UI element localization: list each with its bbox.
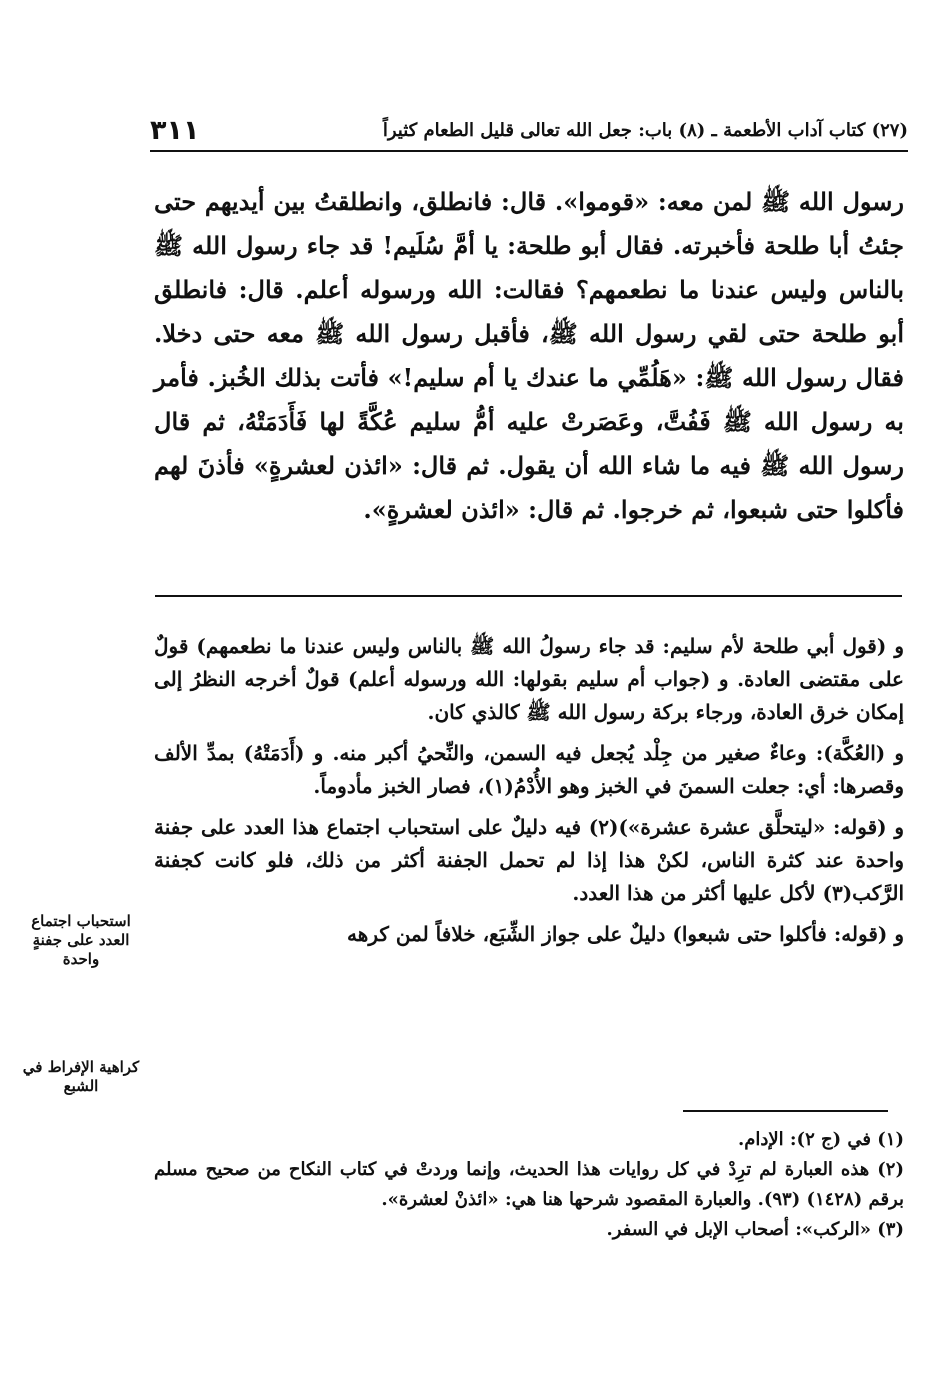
footnote-rule (683, 1110, 888, 1112)
footnote-1: (١) في (ج ٢): الإدام. (737, 1129, 904, 1150)
margin-note-2: كراهية الإفراط في الشبع (22, 1058, 140, 1095)
section-divider (155, 595, 902, 597)
commentary-paragraph-4: و (قوله: فأكلوا حتى شبعوا) دليلٌ على جواز الشِّبَع، خلافاً لمن كرهه (347, 922, 904, 946)
commentary-paragraph-1: و (قول أبي طلحة لأم سليم: قد جاء رسولُ الله ﷺ بالناس وليس عندنا ما نطعمهم) قولٌ على مقتضى العادة. و (جواب أم سليم بقولها: الله ورسوله أعلم) قولٌ أخرجه النظرُ إلى إمكان خرق العادة، ورجاء بركة رسول الله ﷺ كالذي كان. (154, 634, 904, 724)
margin-note-1: استحباب اجتماع العدد على جفنةٍ واحدة (31, 912, 131, 968)
footnote-3: (٣) «الركب»: أصحاب الإبل في السفر. (606, 1219, 904, 1240)
commentary-block (154, 630, 904, 959)
page-header (150, 110, 908, 152)
footnotes-block (154, 1125, 904, 1245)
commentary-paragraph-2: و (العُكَّة): وعاءٌ صغير من جِلْد يُجعل فيه السمن، والنِّحيُ أكبر منه. و (أَدَمَتْهُ) بمدِّ الألف وقصرها: أي: جعلت السمنَ في الخبز وهو الأُدْمُ(١)، فصار الخبز مأدوماً. (154, 741, 904, 798)
footnote-2: (٢) هذه العبارة لم ترِدْ في كل روايات هذا الحديث، وإنما وردتْ في كتاب النكاح من صحيح مسلم برقم (١٤٢٨) (٩٣). والعبارة المقصود شرحها هنا هي: «ائذنْ لعشرة». (154, 1159, 904, 1210)
commentary-paragraph-3: و (قوله: «ليتحلَّق عشرة عشرة»)(٢) فيه دليلٌ على استحباب اجتماع هذا العدد على جفنة واحدة عند كثرة الناس، لكنْ هذا إذا لم تحمل الجفنة أكثر من ذلك، فلو كانت كجفنة الرَّكب(٣) لأكل عليها أكثر من هذا العدد. (154, 815, 904, 905)
main-text-block (154, 180, 904, 532)
page-number: ٣١١ (150, 114, 200, 146)
hadith-text: رسول الله ﷺ لمن معه: «قوموا». قال: فانطلق، وانطلقتُ بين أيديهم حتى جئتُ أبا طلحة فأخبرته. فقال أبو طلحة: يا أمَّ سُلَيم! قد جاء رسول الله ﷺ بالناس وليس عندنا ما نطعمهم؟ فقالت: الله ورسوله أعلم. قال: فانطلق أبو طلحة حتى لقي رسول الله ﷺ، فأقبل رسول الله ﷺ معه حتى دخلا. فقال رسول الله ﷺ: «هَلُمِّي ما عندك يا أم سليم!» فأتت بذلك الخُبز. فأمر به رسول الله ﷺ فَفُتَّ، وعَصَرتْ عليه أمُّ سليم عُكَّةً لها فَأَدَمَتْهُ، ثم قال رسول الله ﷺ فيه ما شاء الله أن يقول. ثم قال: «ائذن لعشرةٍ» فأذنَ لهم فأكلوا حتى شبعوا، ثم خرجوا. ثم قال: «ائذن لعشرةٍ». (154, 187, 904, 524)
running-title: (٢٧) كتاب آداب الأطعمة ـ (٨) باب: جعل الله تعالى قليل الطعام كثيراً (382, 119, 908, 141)
